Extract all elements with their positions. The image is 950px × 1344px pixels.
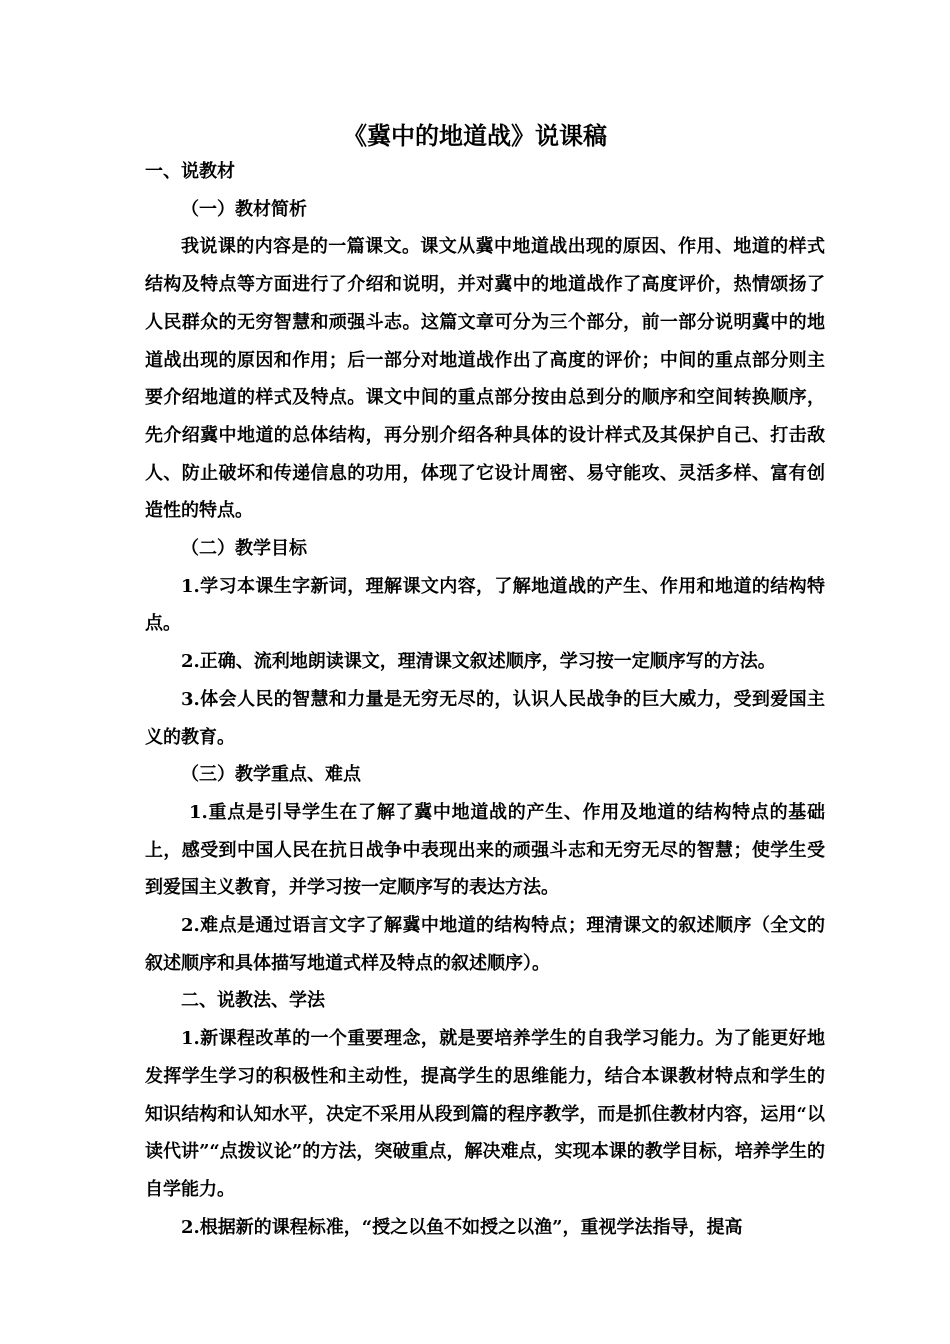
document-title: 《冀中的地道战》说课稿 (343, 121, 607, 150)
paragraph: 2.根据新的课程标准，“授之以鱼不如授之以渔”，重视学法指导，提高 (181, 1216, 743, 1238)
paragraph: 我说课的内容是的一篇课文。课文从冀中地道战出现的原因、作用、地道的样式结构及特点等方面进行了介绍和说明，并对冀中的地道战作了高度评价，热情颂扬了人民群众的无穷智慧和顽强斗志。这篇文章可分为三个部分，前一部分说明冀中的地道战出现的原因和作用；后一部分对地道战作出了高度的评价；中间的重点部分则主要介绍地道的样式及特点。课文中间的重点部分按由总到分的顺序和空间转换顺序，先介绍冀中地道的总体结构，再分别介绍各种具体的设计样式及其保护自己、打击敌人、防止破坏和传递信息的功用，体现了它设计周密、易守能攻、灵活多样、富有创造性的特点。 (145, 236, 825, 522)
paragraph: 2.难点是通过语言文字了解冀中地道的结构特点；理清课文的叙述顺序（全文的叙述顺序和具体描写地道式样及特点的叙述顺序）。 (145, 915, 825, 974)
paragraph: 2.正确、流利地朗读课文，理清课文叙述顺序，学习按一定顺序写的方法。 (181, 651, 776, 673)
paragraph: 3.体会人民的智慧和力量是无穷无尽的，认识人民战争的巨大威力，受到爱国主义的教育。 (145, 688, 825, 748)
paragraph: 二、说教法、学法 (181, 990, 325, 1012)
subsection-heading: （一）教材简析 (181, 198, 307, 220)
subsection-heading: （三）教学重点、难点 (181, 764, 361, 786)
subsection-heading: （二）教学目标 (181, 538, 307, 560)
paragraph: 1.新课程改革的一个重要理念，就是要培养学生的自我学习能力。为了能更好地发挥学生学习的积极性和主动性，提高学生的思维能力，结合本课教材特点和学生的知识结构和认知水平，决定不采用从段到篇的程序教学，而是抓住教材内容，运用“以读代讲”“点拨议论”的方法，突破重点，解决难点，实现本课的教学目标，培养学生的自学能力。 (145, 1028, 825, 1200)
paragraph: 1.学习本课生字新词，理解课文内容，了解地道战的产生、作用和地道的结构特点。 (145, 575, 825, 635)
document-body (145, 153, 825, 1246)
paragraph: 1.重点是引导学生在了解了冀中地道战的产生、作用及地道的结构特点的基础上，感受到中国人民在抗日战争中表现出来的顽强斗志和无穷无尽的智慧；使学生受到爱国主义教育，并学习按一定顺序写的表达方法。 (145, 801, 825, 899)
section-heading: 一、说教材 (145, 161, 235, 182)
